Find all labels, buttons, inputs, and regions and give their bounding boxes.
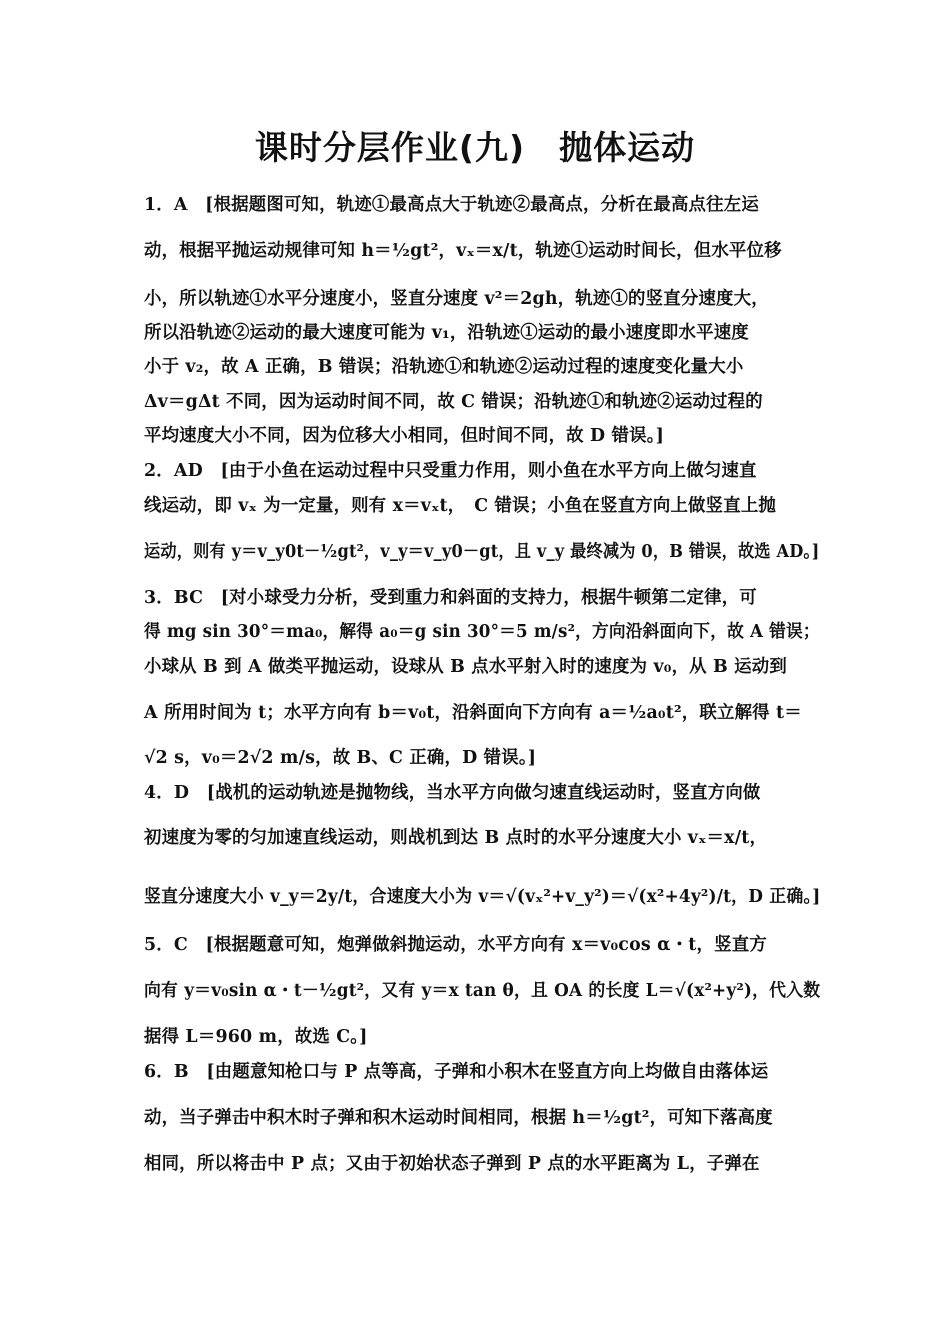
text-line: 所以沿轨迹②运动的最大速度可能为 v₁，沿轨迹①运动的最小速度即水平速度: [144, 323, 749, 343]
text-line: √2 s，v₀＝2√2 m/s，故 B、C 正确，D 错误。]: [144, 748, 537, 768]
page-title: [0, 122, 950, 169]
title-sub: 抛体运动: [559, 128, 696, 167]
title-main: 课时分层作业(九): [254, 128, 526, 167]
text-line: 4．D [战机的运动轨迹是抛物线，当水平方向做匀速直线运动时，竖直方向做: [144, 783, 761, 803]
text-line: 据得 L＝960 m，故选 C。]: [144, 1027, 368, 1047]
text-line: 1．A [根据题图可知，轨迹①最高点大于轨迹②最高点，分析在最高点往左运: [144, 195, 759, 215]
text-line: 动，当子弹击中积木时子弹和积木运动时间相同，根据 h＝½gt²，可知下落高度: [144, 1108, 773, 1128]
text-line: 2．AD [由于小鱼在运动过程中只受重力作用，则小鱼在水平方向上做匀速直: [144, 461, 757, 481]
text-line: 运动，则有 y＝v_y0t－½gt²，v_y＝v_y0－gt，且 v_y 最终减为 0，B 错误，故选 AD。]: [144, 542, 820, 562]
text-line: 相同，所以将击中 P 点；又由于初始状态子弹到 P 点的水平距离为 L，子弹在: [144, 1154, 760, 1174]
text-line: 动，根据平抛运动规律可知 h＝½gt²，vₓ＝x/t，轨迹①运动时间长，但水平位移: [144, 241, 782, 261]
text-line: 5．C [根据题意可知，炮弹做斜抛运动，水平方向有 x＝v₀cos α・t，竖直方: [144, 935, 767, 955]
text-line: 初速度为零的匀加速直线运动，则战机到达 B 点时的水平分速度大小 vₓ＝x/t，: [144, 828, 768, 848]
text-line: 线运动，即 vₓ 为一定量，则有 x＝vₓt， C 错误；小鱼在竖直方向上做竖直上抛: [144, 496, 777, 516]
text-line: 竖直分速度大小 v_y＝2y/t，合速度大小为 v＝√(vₓ²+v_y²)＝√(x²+4y²)/t，D 正确。]: [144, 887, 821, 907]
text-line: A 所用时间为 t；水平方向有 b＝v₀t，沿斜面向下方向有 a＝½a₀t²，联立解得 t＝: [144, 703, 802, 723]
text-line: 得 mg sin 30°＝ma₀，解得 a₀＝g sin 30°＝5 m/s²，方向沿斜面向下，故 A 错误；: [144, 622, 820, 642]
text-line: 小，所以轨迹①水平分速度小，竖直分速度 v²＝2gh，轨迹①的竖直分速度大，: [144, 289, 769, 309]
text-line: 6．B [由题意知枪口与 P 点等高，子弹和小积木在竖直方向上均做自由落体运: [144, 1062, 769, 1082]
text-line: 向有 y＝v₀sin α・t－½gt²，又有 y＝x tan θ，且 OA 的长度 L＝√(x²+y²)，代入数: [144, 981, 821, 1001]
text-line: 小球从 B 到 A 做类平抛运动，设球从 B 点水平射入时的速度为 v₀，从 B 运动到: [144, 657, 787, 677]
text-line: 小于 v₂，故 A 正确，B 错误；沿轨迹①和轨迹②运动过程的速度变化量大小: [144, 357, 744, 377]
text-line: Δv＝gΔt 不同，因为运动时间不同，故 C 错误；沿轨迹①和轨迹②运动过程的: [144, 392, 763, 412]
text-line: 3．BC [对小球受力分析，受到重力和斜面的支持力，根据牛顿第二定律，可: [144, 588, 757, 608]
text-line: 平均速度大小不同，因为位移大小相同，但时间不同，故 D 错误。]: [144, 426, 665, 446]
